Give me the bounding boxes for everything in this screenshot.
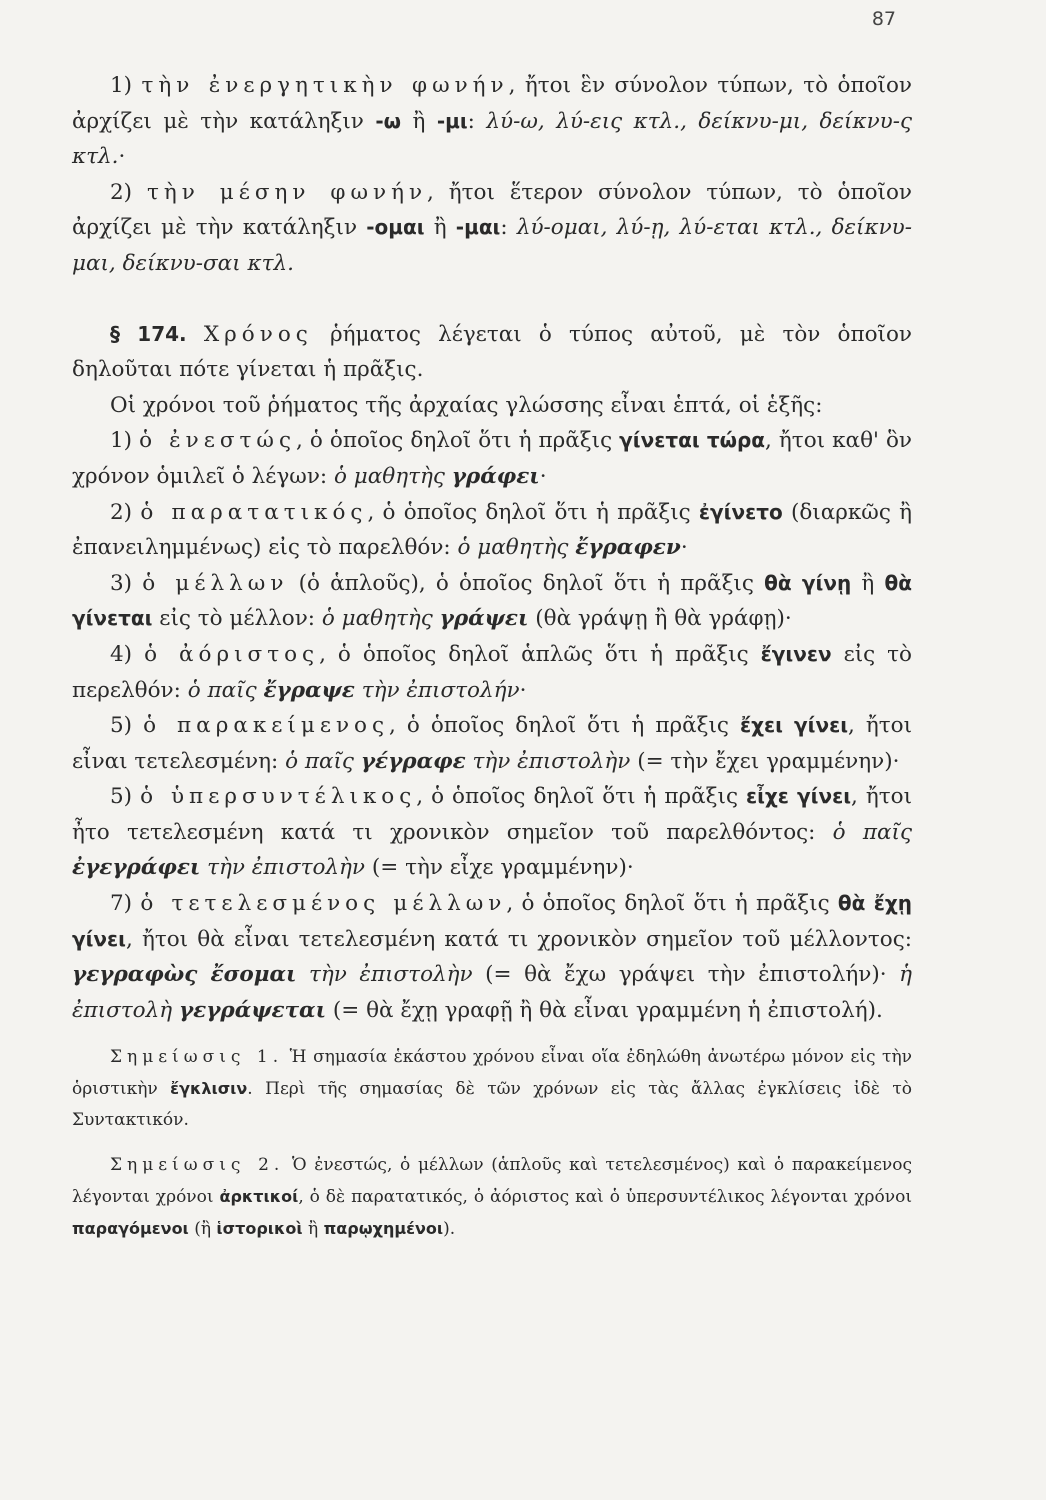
term-pluperfect: ὁ ὑπερσυντέλικος bbox=[140, 784, 417, 810]
section-174: § 174. Χρόνος ῥήματος λέγεται ὁ τύπος αὐτοῦ, μὲ τὸν ὁποῖον δηλοῦται πότε γίνεται ἡ πρᾶξις. bbox=[72, 321, 912, 383]
paragraph-future: 3) ὁ μέλλων (ὁ ἁπλοῦς), ὁ ὁποῖος δηλοῖ ὅτι ἡ πρᾶξις θὰ γίνῃ ἢ θὰ γίνεται εἰς τὸ μέλλον: ὁ μαθητὴς γράψει (θὰ γράψῃ ἢ θὰ γράφῃ)· bbox=[72, 570, 912, 632]
paragraph-present: 1) ὁ ἐνεστώς, ὁ ὁποῖος δηλοῖ ὅτι ἡ πρᾶξις γίνεται τώρα, ἤτοι καθ' ὃν χρόνον ὁμιλεῖ ὁ λέγων: ὁ μαθητὴς γράφει· bbox=[72, 428, 912, 489]
paragraph-imperfect: 2) ὁ παρατατικός, ὁ ὁποῖος δηλοῖ ὅτι ἡ πρᾶξις ἐγίνετο (διαρκῶς ἢ ἐπανειλημμένως) εἰς τὸ παρελθόν: ὁ μαθητὴς ἔγραφεν· bbox=[72, 499, 913, 561]
page-content bbox=[72, 68, 912, 1245]
note-label: Σημείωσις 2. bbox=[110, 1155, 285, 1176]
note-1: Σημείωσις 1. Ἡ σημασία ἑκάστου χρόνου εἶναι οἵα ἐδηλώθη ἀνωτέρω μόνον εἰς τὴν ὁριστικὴν ἔγκλισιν. Περὶ τῆς σημασίας δὲ τῶν χρόνων εἰς τὰς ἄλλας ἐγκλίσεις ἰδὲ τὸ Συντακτικόν. bbox=[72, 1047, 912, 1131]
paragraph-aorist: 4) ὁ ἀόριστος, ὁ ὁποῖος δηλοῖ ἁπλῶς ὅτι ἡ πρᾶξις ἔγινεν εἰς τὸ περελθόν: ὁ παῖς ἔγραψε τὴν ἐπιστολήν· bbox=[72, 641, 913, 703]
term-present: ὁ ἐνεστώς bbox=[139, 428, 297, 454]
example-forms: λύ-ομαι, λύ-ῃ, λύ-εται κτλ., δείκνυ-μαι, δείκνυ-σαι κτλ. bbox=[72, 215, 912, 276]
paragraph-future-perfect: 7) ὁ τετελεσμένος μέλλων, ὁ ὁποῖος δηλοῖ ὅτι ἡ πρᾶξις θὰ ἔχῃ γίνει, ἤτοι θὰ εἶναι τετελεσμένη κατά τι χρονικὸν σημεῖον τοῦ μέλλοντος: γεγραφὼς ἔσομαι τὴν ἐπιστολὴν (= θὰ ἔχω γράψει τὴν ἐπιστολήν)· ἡ ἐπιστολὴ γεγράψεται (= θὰ ἔχῃ γραφῇ ἢ θὰ εἶναι γραμμένη ἡ ἐπιστολή). bbox=[72, 891, 912, 1023]
paragraph-tenses-intro: Οἱ χρόνοι τοῦ ῥήματος τῆς ἀρχαίας γλώσσης εἶναι ἑπτά, οἱ ἑξῆς: bbox=[110, 392, 823, 418]
section-number: § 174. bbox=[110, 321, 187, 346]
term-tense: Χρόνος bbox=[203, 321, 313, 347]
term-future: ὁ μέλλων bbox=[142, 570, 289, 596]
term-future-perfect: ὁ τετελεσμένος μέλλων bbox=[140, 891, 507, 917]
term-active-voice: τὴν ἐνεργητικὴν φωνήν bbox=[141, 73, 509, 98]
ending-o: -ω bbox=[375, 108, 402, 133]
page-number: 87 bbox=[871, 8, 896, 30]
term-perfect: ὁ παρακείμενος bbox=[143, 713, 390, 739]
note-label: Σημείωσις 1. bbox=[110, 1047, 284, 1068]
paragraph-middle-voice: 2) τὴν μέσην φωνήν, ἤτοι ἕτερον σύνολον τύπων, τὸ ὁποῖον ἀρχίζει μὲ τὴν κατάληξιν -ομαι ἢ -μαι: λύ-ομαι, λύ-ῃ, λύ-εται κτλ., δείκνυ-μαι, δείκνυ-σαι κτλ. bbox=[72, 179, 912, 276]
term-aorist: ὁ ἀόριστος bbox=[144, 641, 320, 667]
ending-mai: -μαι bbox=[455, 215, 501, 240]
ending-omai: -ομαι bbox=[366, 215, 425, 240]
term-imperfect: ὁ παρατατικός bbox=[140, 499, 368, 525]
paragraph-pluperfect: 5) ὁ ὑπερσυντέλικος, ὁ ὁποῖος δηλοῖ ὅτι ἡ πρᾶξις εἶχε γίνει, ἤτοι ἦτο τετελεσμένη κατά τι χρονικὸν σημεῖον τοῦ παρελθόντος: ὁ παῖς ἐγεγράφει τὴν ἐπιστολὴν (= τὴν εἶχε γραμμένην)· bbox=[72, 784, 912, 881]
note-2: Σημείωσις 2. Ὁ ἐνεστώς, ὁ μέλλων (ἁπλοῦς καὶ τετελεσμένος) καὶ ὁ παρακείμενος λέγονται χρόνοι ἀρκτικοί, ὁ δὲ παρατατικός, ὁ ἀόριστος καὶ ὁ ὑπερσυντέλικος λέγονται χρόνοι παραγόμενοι (ἢ ἱστορικοὶ ἢ παρῳχημένοι). bbox=[72, 1155, 912, 1240]
example-forms: λύ-ω, λύ-εις κτλ., δείκνυ-μι, δείκνυ-ς κτλ. bbox=[72, 108, 913, 170]
ending-mi: -μι bbox=[436, 108, 468, 133]
term-middle-voice: τὴν μέσην φωνήν bbox=[147, 179, 428, 205]
paragraph-active-voice: 1) τὴν ἐνεργητικὴν φωνήν, ἤτοι ἓν σύνολον τύπων, τὸ ὁποῖον ἀρχίζει μὲ τὴν κατάληξιν -ω ἢ -μι: λύ-ω, λύ-εις κτλ., δείκνυ-μι, δείκνυ-ς κτλ.· bbox=[72, 73, 913, 170]
paragraph-perfect: 5) ὁ παρακείμενος, ὁ ὁποῖος δηλοῖ ὅτι ἡ πρᾶξις ἔχει γίνει, ἤτοι εἶναι τετελεσμένη: ὁ παῖς γέγραφε τὴν ἐπιστολὴν (= τὴν ἔχει γραμμένην)· bbox=[72, 713, 913, 774]
